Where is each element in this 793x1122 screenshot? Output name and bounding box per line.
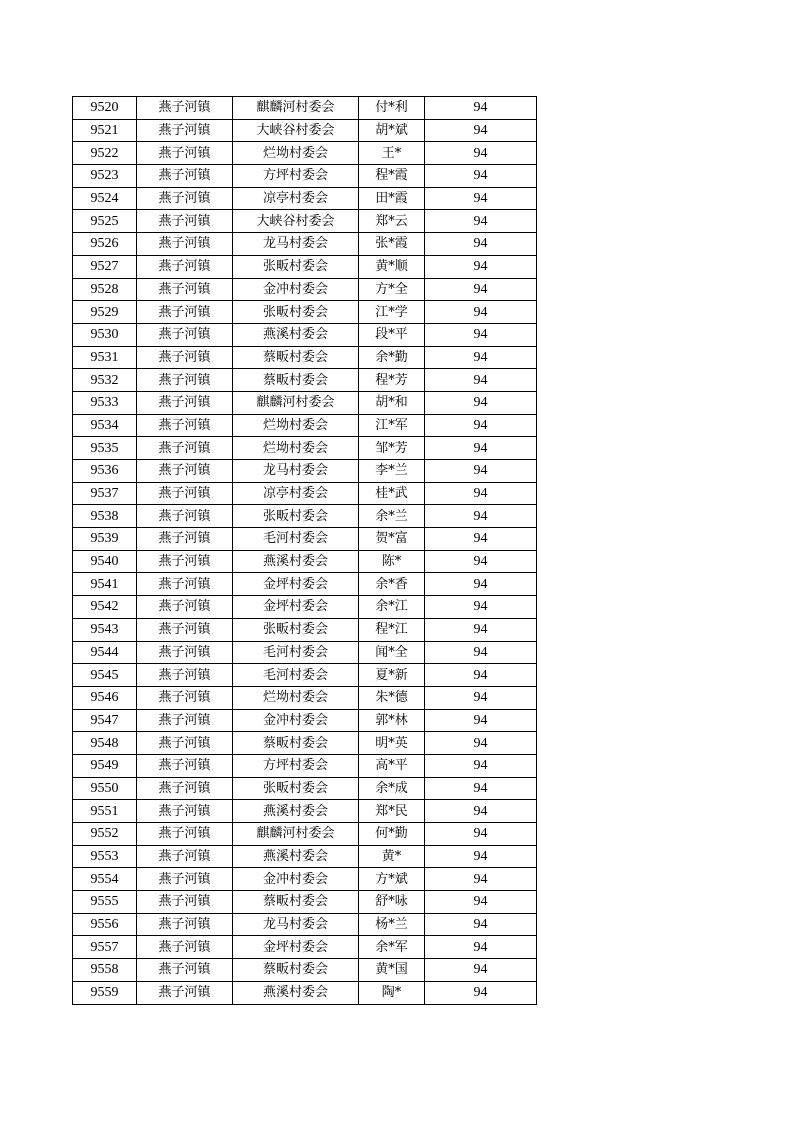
value-cell: 94	[425, 777, 537, 800]
person-name-cell: 闻*全	[359, 641, 425, 664]
person-name-cell: 李*兰	[359, 460, 425, 483]
town-cell: 燕子河镇	[137, 732, 233, 755]
records-table	[72, 96, 537, 1005]
table-row	[73, 301, 537, 324]
town-cell: 燕子河镇	[137, 891, 233, 914]
value-cell: 94	[425, 391, 537, 414]
value-cell: 94	[425, 823, 537, 846]
person-name-cell: 杨*兰	[359, 913, 425, 936]
table-row	[73, 709, 537, 732]
person-name-cell: 程*江	[359, 618, 425, 641]
village-cell: 龙马村委会	[233, 913, 359, 936]
value-cell: 94	[425, 981, 537, 1004]
value-cell: 94	[425, 868, 537, 891]
row-number-cell: 9543	[73, 618, 137, 641]
table-row	[73, 233, 537, 256]
row-number-cell: 9522	[73, 142, 137, 165]
town-cell: 燕子河镇	[137, 981, 233, 1004]
person-name-cell: 贺*富	[359, 528, 425, 551]
person-name-cell: 江*学	[359, 301, 425, 324]
village-cell: 蔡畈村委会	[233, 346, 359, 369]
row-number-cell: 9546	[73, 686, 137, 709]
village-cell: 方坪村委会	[233, 754, 359, 777]
table-row	[73, 210, 537, 233]
person-name-cell: 王*	[359, 142, 425, 165]
table-row	[73, 618, 537, 641]
village-cell: 蔡畈村委会	[233, 891, 359, 914]
table-row	[73, 845, 537, 868]
person-name-cell: 何*勤	[359, 823, 425, 846]
town-cell: 燕子河镇	[137, 414, 233, 437]
person-name-cell: 余*香	[359, 573, 425, 596]
person-name-cell: 余*勤	[359, 346, 425, 369]
town-cell: 燕子河镇	[137, 641, 233, 664]
village-cell: 毛河村委会	[233, 641, 359, 664]
town-cell: 燕子河镇	[137, 391, 233, 414]
town-cell: 燕子河镇	[137, 777, 233, 800]
town-cell: 燕子河镇	[137, 165, 233, 188]
row-number-cell: 9538	[73, 505, 137, 528]
person-name-cell: 江*军	[359, 414, 425, 437]
value-cell: 94	[425, 346, 537, 369]
value-cell: 94	[425, 754, 537, 777]
table-row	[73, 165, 537, 188]
person-name-cell: 余*江	[359, 596, 425, 619]
village-cell: 大峡谷村委会	[233, 210, 359, 233]
town-cell: 燕子河镇	[137, 754, 233, 777]
row-number-cell: 9535	[73, 437, 137, 460]
row-number-cell: 9548	[73, 732, 137, 755]
village-cell: 金冲村委会	[233, 709, 359, 732]
row-number-cell: 9520	[73, 97, 137, 120]
town-cell: 燕子河镇	[137, 142, 233, 165]
row-number-cell: 9559	[73, 981, 137, 1004]
table-row	[73, 460, 537, 483]
row-number-cell: 9529	[73, 301, 137, 324]
value-cell: 94	[425, 482, 537, 505]
person-name-cell: 夏*新	[359, 664, 425, 687]
person-name-cell: 胡*斌	[359, 119, 425, 142]
village-cell: 烂坳村委会	[233, 414, 359, 437]
row-number-cell: 9536	[73, 460, 137, 483]
town-cell: 燕子河镇	[137, 323, 233, 346]
person-name-cell: 郑*云	[359, 210, 425, 233]
value-cell: 94	[425, 913, 537, 936]
row-number-cell: 9542	[73, 596, 137, 619]
town-cell: 燕子河镇	[137, 550, 233, 573]
town-cell: 燕子河镇	[137, 959, 233, 982]
person-name-cell: 朱*德	[359, 686, 425, 709]
row-number-cell: 9528	[73, 278, 137, 301]
value-cell: 94	[425, 187, 537, 210]
row-number-cell: 9534	[73, 414, 137, 437]
value-cell: 94	[425, 119, 537, 142]
village-cell: 金坪村委会	[233, 573, 359, 596]
person-name-cell: 黄*	[359, 845, 425, 868]
town-cell: 燕子河镇	[137, 936, 233, 959]
value-cell: 94	[425, 460, 537, 483]
table-row	[73, 641, 537, 664]
value-cell: 94	[425, 596, 537, 619]
village-cell: 龙马村委会	[233, 233, 359, 256]
town-cell: 燕子河镇	[137, 573, 233, 596]
person-name-cell: 方*斌	[359, 868, 425, 891]
person-name-cell: 余*成	[359, 777, 425, 800]
town-cell: 燕子河镇	[137, 913, 233, 936]
town-cell: 燕子河镇	[137, 437, 233, 460]
village-cell: 毛河村委会	[233, 528, 359, 551]
row-number-cell: 9557	[73, 936, 137, 959]
village-cell: 大峡谷村委会	[233, 119, 359, 142]
row-number-cell: 9544	[73, 641, 137, 664]
person-name-cell: 陈*	[359, 550, 425, 573]
town-cell: 燕子河镇	[137, 210, 233, 233]
value-cell: 94	[425, 686, 537, 709]
town-cell: 燕子河镇	[137, 596, 233, 619]
town-cell: 燕子河镇	[137, 460, 233, 483]
row-number-cell: 9553	[73, 845, 137, 868]
value-cell: 94	[425, 142, 537, 165]
village-cell: 蔡畈村委会	[233, 732, 359, 755]
person-name-cell: 余*兰	[359, 505, 425, 528]
person-name-cell: 余*军	[359, 936, 425, 959]
village-cell: 凉亭村委会	[233, 482, 359, 505]
value-cell: 94	[425, 97, 537, 120]
value-cell: 94	[425, 709, 537, 732]
value-cell: 94	[425, 641, 537, 664]
village-cell: 金冲村委会	[233, 278, 359, 301]
town-cell: 燕子河镇	[137, 233, 233, 256]
village-cell: 张畈村委会	[233, 505, 359, 528]
value-cell: 94	[425, 618, 537, 641]
village-cell: 麒麟河村委会	[233, 823, 359, 846]
value-cell: 94	[425, 233, 537, 256]
village-cell: 蔡畈村委会	[233, 959, 359, 982]
table-row	[73, 142, 537, 165]
table-row	[73, 686, 537, 709]
table-row	[73, 800, 537, 823]
town-cell: 燕子河镇	[137, 823, 233, 846]
row-number-cell: 9541	[73, 573, 137, 596]
value-cell: 94	[425, 959, 537, 982]
table-row	[73, 97, 537, 120]
town-cell: 燕子河镇	[137, 119, 233, 142]
value-cell: 94	[425, 800, 537, 823]
row-number-cell: 9539	[73, 528, 137, 551]
table-row	[73, 868, 537, 891]
row-number-cell: 9524	[73, 187, 137, 210]
town-cell: 燕子河镇	[137, 346, 233, 369]
person-name-cell: 程*霞	[359, 165, 425, 188]
table-row	[73, 573, 537, 596]
value-cell: 94	[425, 505, 537, 528]
table-row	[73, 528, 537, 551]
table-row	[73, 732, 537, 755]
table-row	[73, 323, 537, 346]
table-row	[73, 278, 537, 301]
village-cell: 烂坳村委会	[233, 437, 359, 460]
table-row	[73, 369, 537, 392]
town-cell: 燕子河镇	[137, 686, 233, 709]
village-cell: 麒麟河村委会	[233, 97, 359, 120]
town-cell: 燕子河镇	[137, 845, 233, 868]
village-cell: 麒麟河村委会	[233, 391, 359, 414]
table-row	[73, 550, 537, 573]
village-cell: 毛河村委会	[233, 664, 359, 687]
row-number-cell: 9549	[73, 754, 137, 777]
village-cell: 张畈村委会	[233, 255, 359, 278]
person-name-cell: 段*平	[359, 323, 425, 346]
row-number-cell: 9531	[73, 346, 137, 369]
town-cell: 燕子河镇	[137, 301, 233, 324]
person-name-cell: 郭*林	[359, 709, 425, 732]
table-row	[73, 505, 537, 528]
person-name-cell: 邹*芳	[359, 437, 425, 460]
town-cell: 燕子河镇	[137, 278, 233, 301]
row-number-cell: 9545	[73, 664, 137, 687]
value-cell: 94	[425, 323, 537, 346]
value-cell: 94	[425, 210, 537, 233]
person-name-cell: 方*全	[359, 278, 425, 301]
value-cell: 94	[425, 301, 537, 324]
row-number-cell: 9523	[73, 165, 137, 188]
town-cell: 燕子河镇	[137, 369, 233, 392]
table-row	[73, 437, 537, 460]
value-cell: 94	[425, 165, 537, 188]
value-cell: 94	[425, 550, 537, 573]
town-cell: 燕子河镇	[137, 505, 233, 528]
table-row	[73, 664, 537, 687]
person-name-cell: 程*芳	[359, 369, 425, 392]
person-name-cell: 高*平	[359, 754, 425, 777]
town-cell: 燕子河镇	[137, 482, 233, 505]
village-cell: 张畈村委会	[233, 618, 359, 641]
village-cell: 金坪村委会	[233, 596, 359, 619]
person-name-cell: 陶*	[359, 981, 425, 1004]
person-name-cell: 郑*民	[359, 800, 425, 823]
town-cell: 燕子河镇	[137, 800, 233, 823]
town-cell: 燕子河镇	[137, 187, 233, 210]
value-cell: 94	[425, 437, 537, 460]
person-name-cell: 桂*武	[359, 482, 425, 505]
village-cell: 蔡畈村委会	[233, 369, 359, 392]
table-row	[73, 414, 537, 437]
value-cell: 94	[425, 936, 537, 959]
village-cell: 烂坳村委会	[233, 142, 359, 165]
village-cell: 龙马村委会	[233, 460, 359, 483]
row-number-cell: 9527	[73, 255, 137, 278]
village-cell: 张畈村委会	[233, 777, 359, 800]
row-number-cell: 9547	[73, 709, 137, 732]
value-cell: 94	[425, 845, 537, 868]
person-name-cell: 田*霞	[359, 187, 425, 210]
person-name-cell: 黄*顺	[359, 255, 425, 278]
value-cell: 94	[425, 369, 537, 392]
table-row	[73, 596, 537, 619]
table-row	[73, 823, 537, 846]
person-name-cell: 舒*咏	[359, 891, 425, 914]
village-cell: 烂坳村委会	[233, 686, 359, 709]
row-number-cell: 9550	[73, 777, 137, 800]
row-number-cell: 9540	[73, 550, 137, 573]
person-name-cell: 付*利	[359, 97, 425, 120]
row-number-cell: 9554	[73, 868, 137, 891]
village-cell: 方坪村委会	[233, 165, 359, 188]
table-row	[73, 482, 537, 505]
table-row	[73, 119, 537, 142]
value-cell: 94	[425, 255, 537, 278]
table-row	[73, 187, 537, 210]
row-number-cell: 9526	[73, 233, 137, 256]
row-number-cell: 9558	[73, 959, 137, 982]
table-row	[73, 391, 537, 414]
value-cell: 94	[425, 891, 537, 914]
table-row	[73, 913, 537, 936]
town-cell: 燕子河镇	[137, 709, 233, 732]
person-name-cell: 明*英	[359, 732, 425, 755]
village-cell: 金坪村委会	[233, 936, 359, 959]
village-cell: 金冲村委会	[233, 868, 359, 891]
row-number-cell: 9552	[73, 823, 137, 846]
value-cell: 94	[425, 573, 537, 596]
row-number-cell: 9525	[73, 210, 137, 233]
table-row	[73, 959, 537, 982]
person-name-cell: 胡*和	[359, 391, 425, 414]
village-cell: 燕溪村委会	[233, 800, 359, 823]
town-cell: 燕子河镇	[137, 618, 233, 641]
table-row	[73, 777, 537, 800]
village-cell: 燕溪村委会	[233, 845, 359, 868]
village-cell: 张畈村委会	[233, 301, 359, 324]
row-number-cell: 9530	[73, 323, 137, 346]
row-number-cell: 9533	[73, 391, 137, 414]
table-body	[73, 97, 537, 1005]
value-cell: 94	[425, 732, 537, 755]
value-cell: 94	[425, 278, 537, 301]
row-number-cell: 9556	[73, 913, 137, 936]
row-number-cell: 9555	[73, 891, 137, 914]
table-row	[73, 754, 537, 777]
town-cell: 燕子河镇	[137, 868, 233, 891]
town-cell: 燕子河镇	[137, 255, 233, 278]
row-number-cell: 9537	[73, 482, 137, 505]
table-row	[73, 346, 537, 369]
village-cell: 燕溪村委会	[233, 981, 359, 1004]
person-name-cell: 黄*国	[359, 959, 425, 982]
value-cell: 94	[425, 664, 537, 687]
table-row	[73, 936, 537, 959]
row-number-cell: 9532	[73, 369, 137, 392]
row-number-cell: 9551	[73, 800, 137, 823]
value-cell: 94	[425, 528, 537, 551]
village-cell: 燕溪村委会	[233, 323, 359, 346]
row-number-cell: 9521	[73, 119, 137, 142]
value-cell: 94	[425, 414, 537, 437]
person-name-cell: 张*霞	[359, 233, 425, 256]
town-cell: 燕子河镇	[137, 97, 233, 120]
table-row	[73, 891, 537, 914]
village-cell: 凉亭村委会	[233, 187, 359, 210]
town-cell: 燕子河镇	[137, 664, 233, 687]
village-cell: 燕溪村委会	[233, 550, 359, 573]
table-row	[73, 981, 537, 1004]
table-row	[73, 255, 537, 278]
town-cell: 燕子河镇	[137, 528, 233, 551]
